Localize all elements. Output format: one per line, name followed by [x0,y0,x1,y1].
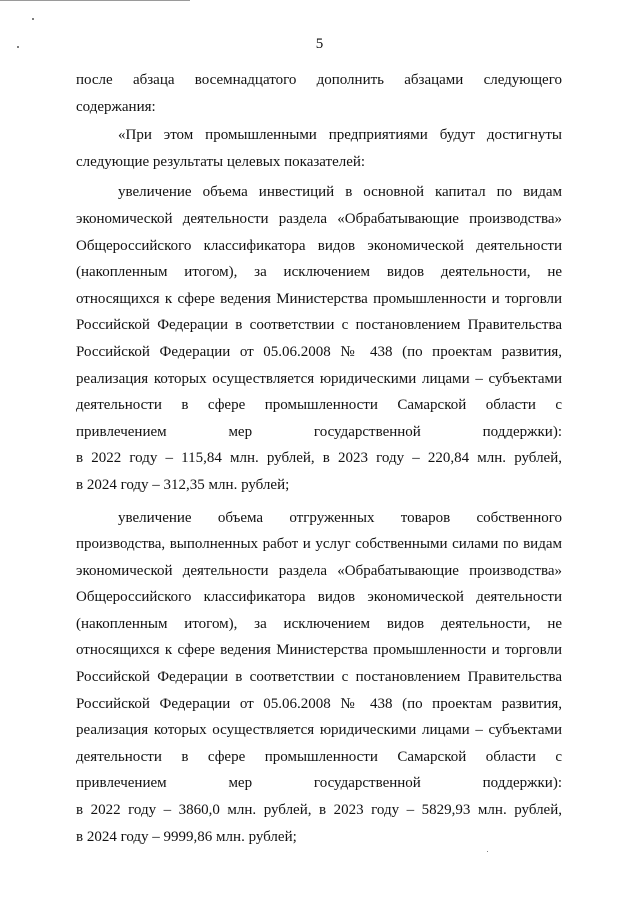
paragraph [76,505,562,851]
text-line: Российской Федерации от 05.06.2008 № 438 (по проектам развития, [76,695,562,712]
text-line: после абзаца восемнадцатого дополнить абзацами следующего [76,72,562,88]
page-number: 5 [315,36,324,52]
text-line: экономической деятельности раздела «Обрабатывающие производства» [76,562,562,579]
text-line: Общероссийского классификатора видов экономической деятельности [76,589,562,606]
text-line: реализация которых осуществляется юридическими лицами – субъектами [76,370,562,387]
text-line: деятельности в сфере промышленности Самарской области с [76,397,562,414]
text-line: экономической деятельности раздела «Обрабатывающие производства» [76,210,562,227]
paragraph [76,179,562,498]
text-line: относящихся к сфере ведения Министерства промышленности и торговли [76,290,562,307]
text-line: привлечением мер государственной поддержки): [76,775,562,792]
scan-edge-line [0,0,190,1]
text-line: (накопленным итогом), за исключением видов деятельности, не [76,264,562,281]
text-line: деятельности в сфере промышленности Самарской области с [76,748,562,765]
text-line: содержания: [76,98,156,115]
text-line: в 2024 году – 312,35 млн. рублей; [76,476,290,493]
text-line: увеличение объема инвестиций в основной капитал по видам [118,184,562,201]
text-line: привлечением мер государственной поддержки): [76,423,562,440]
text-line: в 2022 году – 115,84 млн. рублей, в 2023 году – 220,84 млн. рублей, [76,450,562,467]
text-line: Российской Федерации в соответствии с постановлением Правительства [76,317,562,334]
text-line: в 2024 году – 9999,86 млн. рублей; [76,828,297,845]
text-line: следующие результаты целевых показателей: [76,153,366,170]
text-line: «При этом промышленными предприятиями будут достигнуты [118,127,562,144]
text-line: Российской Федерации в соответствии с постановлением Правительства [76,669,562,686]
text-line: (накопленным итогом), за исключением видов деятельности, не [76,615,562,632]
paragraph [76,122,562,175]
document-body [76,67,562,850]
text-line: увеличение объема отгруженных товаров собственного [118,509,562,526]
text-line: Российской Федерации от 05.06.2008 № 438 (по проектам развития, [76,343,562,360]
paragraph [76,67,562,120]
text-line: в 2022 году – 3860,0 млн. рублей, в 2023 году – 5829,93 млн. рублей, [76,802,562,819]
scan-speck [32,18,34,20]
text-line: реализация которых осуществляется юридическими лицами – субъектами [76,722,562,739]
text-line: Общероссийского классификатора видов экономической деятельности [76,237,562,254]
text-line: относящихся к сфере ведения Министерства промышленности и торговли [76,642,562,659]
text-line: производства, выполненных работ и услуг собственными силами по видам [76,536,562,553]
scan-speck [487,851,488,852]
